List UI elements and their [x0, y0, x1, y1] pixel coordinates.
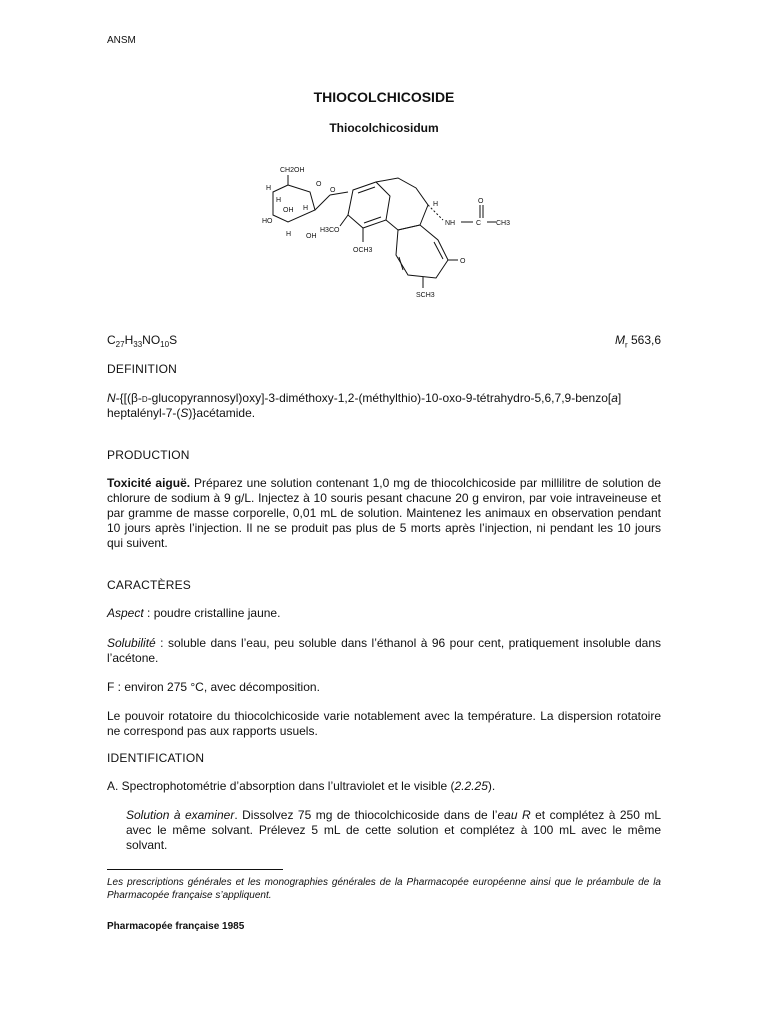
melting-point-text: F : environ 275 °C, avec décomposition. — [107, 680, 320, 694]
production-text — [107, 476, 661, 551]
ch3-label: CH3 — [496, 220, 511, 227]
solution-text — [126, 808, 661, 853]
identification-heading: IDENTIFICATION — [107, 751, 205, 765]
identification-a-text: A. Spectrophotométrie d’absorption dans l’ultraviolet et le visible ( — [107, 779, 455, 793]
identification-a-ref: 2.2.25 — [454, 779, 488, 793]
formula-h: H — [124, 333, 134, 347]
o-label-3: O — [478, 198, 484, 205]
identification-a — [107, 779, 661, 794]
footer: Pharmacopée française 1985 — [107, 921, 245, 932]
nh-label: NH — [445, 220, 456, 227]
definition-d: d — [141, 391, 148, 405]
formula-c-count: 27 — [115, 340, 125, 349]
solution-body-2: et complétez à 250 mL avec le même solvant. Prélevez 5 mL de cette solution et complétez à 100 mL avec le même solvant. — [126, 808, 662, 852]
caracteres-heading: CARACTÈRES — [107, 578, 192, 592]
production-lead: Toxicité aiguë. — [107, 476, 191, 490]
h-label-2: H — [276, 197, 282, 204]
definition-part-4: -glucopyrannosyl)oxy]-3-diméthoxy-1,2-(méthylthio)-10-oxo-9-tétrahydro-5,6,7,9-benzo[ — [147, 391, 612, 405]
molar-mass-value: 563,6 — [630, 333, 661, 347]
solution-reagent: eau R — [497, 808, 531, 822]
formula-n: N — [142, 333, 151, 347]
monograph-title: THIOCOLCHICOSIDE — [313, 89, 455, 105]
oh-label-2: OH — [306, 233, 317, 240]
solubilite-text — [107, 636, 661, 666]
definition-part-6: ] heptalényl-7-( — [107, 391, 622, 420]
c-label: C — [476, 220, 482, 227]
solubilite-value: : soluble dans l’eau, peu soluble dans l’éthanol à 96 pour cent, pratiquement insoluble dans l’acétone. — [107, 636, 661, 665]
och3-label: OCH3 — [353, 247, 373, 254]
rotatory-text: Le pouvoir rotatoire du thiocolchicoside varie notablement avec la température. La dispersion rotatoire ne correspond pas aux rapports usuels. — [107, 709, 661, 738]
molar-mass — [615, 333, 661, 348]
monograph-latin-name: Thiocolchicosidum — [329, 121, 439, 135]
aspect-text — [107, 606, 661, 621]
h3co-label: H3CO — [320, 227, 340, 234]
o-label-2: O — [330, 187, 336, 194]
formula-o-count: 10 — [160, 340, 170, 349]
aspect-label: Aspect — [107, 606, 144, 620]
definition-part-2: -{[(β- — [115, 391, 142, 405]
h-label-4: H — [286, 231, 292, 238]
formula-c: C — [107, 333, 116, 347]
solubilite-label: Solubilité — [107, 636, 156, 650]
definition-text — [107, 391, 661, 421]
sch3-label: SCH3 — [416, 292, 435, 299]
formula-s: S — [169, 333, 178, 347]
molar-mass-label: M — [614, 333, 625, 347]
aspect-value: : poudre cristalline jaune. — [143, 606, 281, 620]
production-body: Préparez une solution contenant 1,0 mg de thiocolchicoside par millilitre de solution de chlorure de sodium à 9 g/L. Injectez à 10 souris pesant chacune 20 g environ, par voie intraveineuse et par gramme de masse corporelle, 0,01 mL de solution. Maintenez les animaux en observation pendant 10 jours après l’injection. Il ne se produit pas plus de 5 morts après l’injection, ni pendant les 10 jours qui suivent. — [107, 476, 662, 550]
definition-n: N — [107, 391, 116, 405]
solution-label: Solution à examiner — [126, 808, 235, 822]
production-heading: PRODUCTION — [107, 448, 190, 462]
footnote: Les prescriptions générales et les monographies générales de la Pharmacopée européenne ainsi que le préambule de la Pharmacopée française s’appliquent. — [107, 877, 661, 901]
h-label-5: H — [433, 201, 439, 208]
o-label-4: O — [460, 258, 466, 265]
definition-part-8: )}acétamide. — [188, 406, 256, 420]
definition-a: a — [611, 391, 618, 405]
ch2oh-label: CH2OH — [280, 167, 305, 174]
footnote-rule — [107, 869, 283, 870]
h-label-1: H — [266, 185, 272, 192]
formula-h-count: 33 — [133, 340, 143, 349]
header-org: ANSM — [107, 35, 136, 46]
ho-label: HO — [262, 218, 273, 225]
identification-a-end: ). — [487, 779, 496, 793]
definition-s: S — [180, 406, 189, 420]
oh-label-1: OH — [283, 207, 294, 214]
h-label-3: H — [303, 205, 309, 212]
formula-o: O — [150, 333, 161, 347]
o-label-1: O — [316, 181, 322, 188]
chemical-structure — [258, 160, 511, 305]
molecular-formula — [107, 333, 177, 348]
molar-mass-suffix: r — [624, 340, 628, 350]
solution-body-1: . Dissolvez 75 mg de thiocolchicoside dans de l’ — [234, 808, 498, 822]
definition-heading: DEFINITION — [107, 362, 177, 376]
